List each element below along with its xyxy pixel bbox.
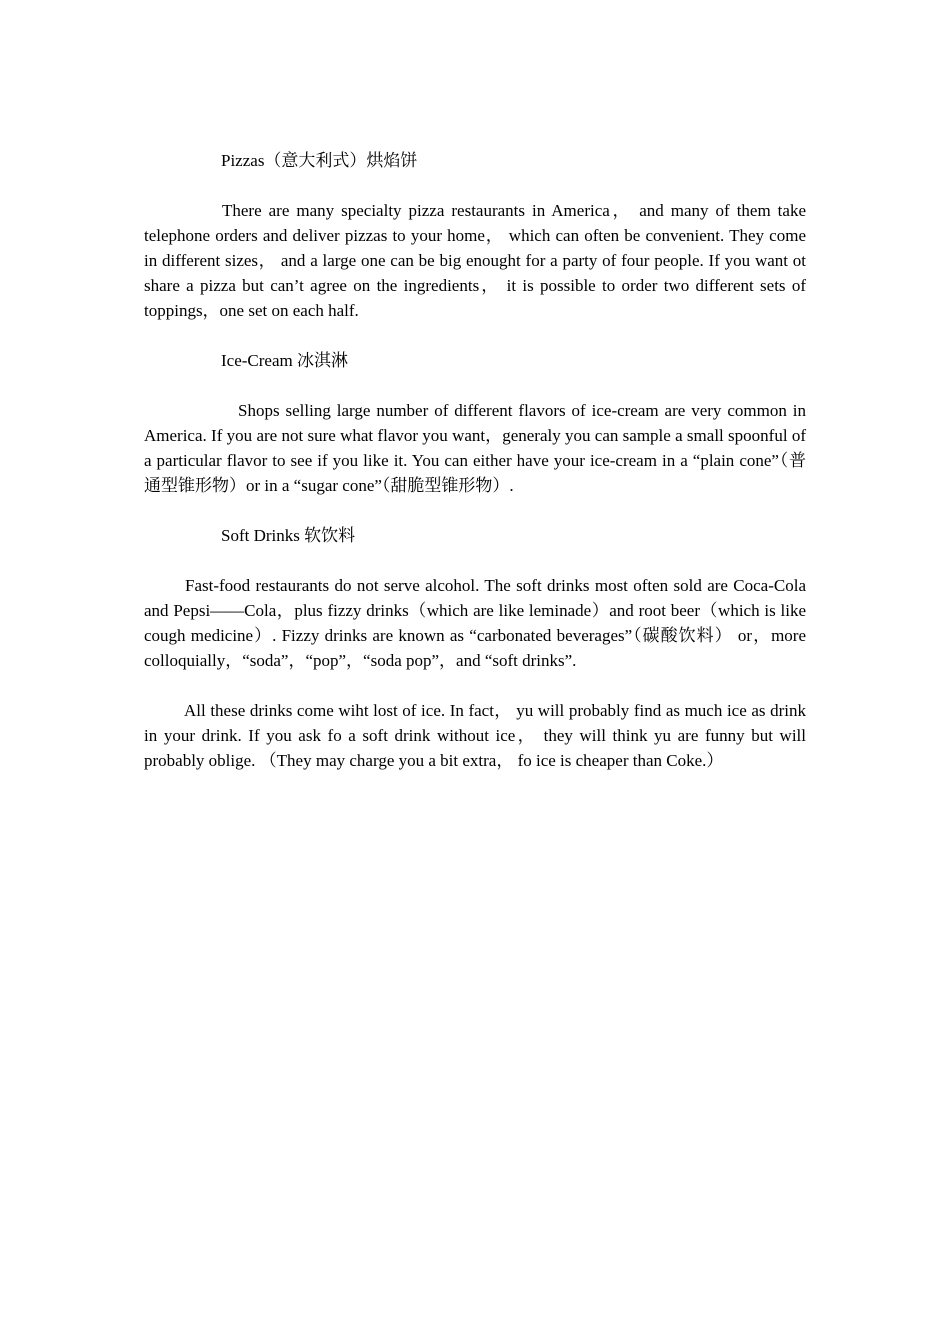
section-heading-ice-cream: Ice-Cream 冰淇淋 [221, 351, 348, 370]
section-heading-soft-drinks: Soft Drinks 软饮料 [221, 526, 356, 545]
paragraph-pizzas: There are many specialty pizza restaurants in America， and many of them take telephone orders and deliver pizzas to your home， which can often be convenient. They come in different sizes， and a large one can be big enought for a party of four people. If you want ot share a pizza but can’t agree on the ingredients， it is possible to order two different sets of toppings，one set on each half. [144, 201, 806, 320]
paragraph-soft-drinks-2: All these drinks come wiht lost of ice. In fact， yu will probably find as much ice as drink in your drink. If you ask fo a soft drink without ice， they will think yu are funny but will probably oblige. （They may charge you a bit extra， fo ice is cheaper than Coke.） [144, 701, 806, 770]
paragraph-ice-cream: Shops selling large number of different flavors of ice-cream are very common in America. If you are not sure what flavor you want，generaly you can sample a small spoonful of a particular flavor to see if you like it. You can either have your ice-cream in a “plain cone”（普通型锥形物）or in a “sugar cone”（甜脆型锥形物）. [144, 401, 806, 495]
section-heading-pizzas: Pizzas（意大利式）烘焰饼 [221, 151, 418, 170]
document-body [144, 148, 806, 798]
paragraph-soft-drinks-1: Fast-food restaurants do not serve alcohol. The soft drinks most often sold are Coca-Cola and Pepsi——Cola，plus fizzy drinks（which are like leminade）and root beer（which is like cough medicine）. Fizzy drinks are known as “carbonated beverages”（碳酸饮料） or，more colloquially，“soda”，“pop”，“soda pop”，and “soft drinks”. [144, 576, 806, 670]
